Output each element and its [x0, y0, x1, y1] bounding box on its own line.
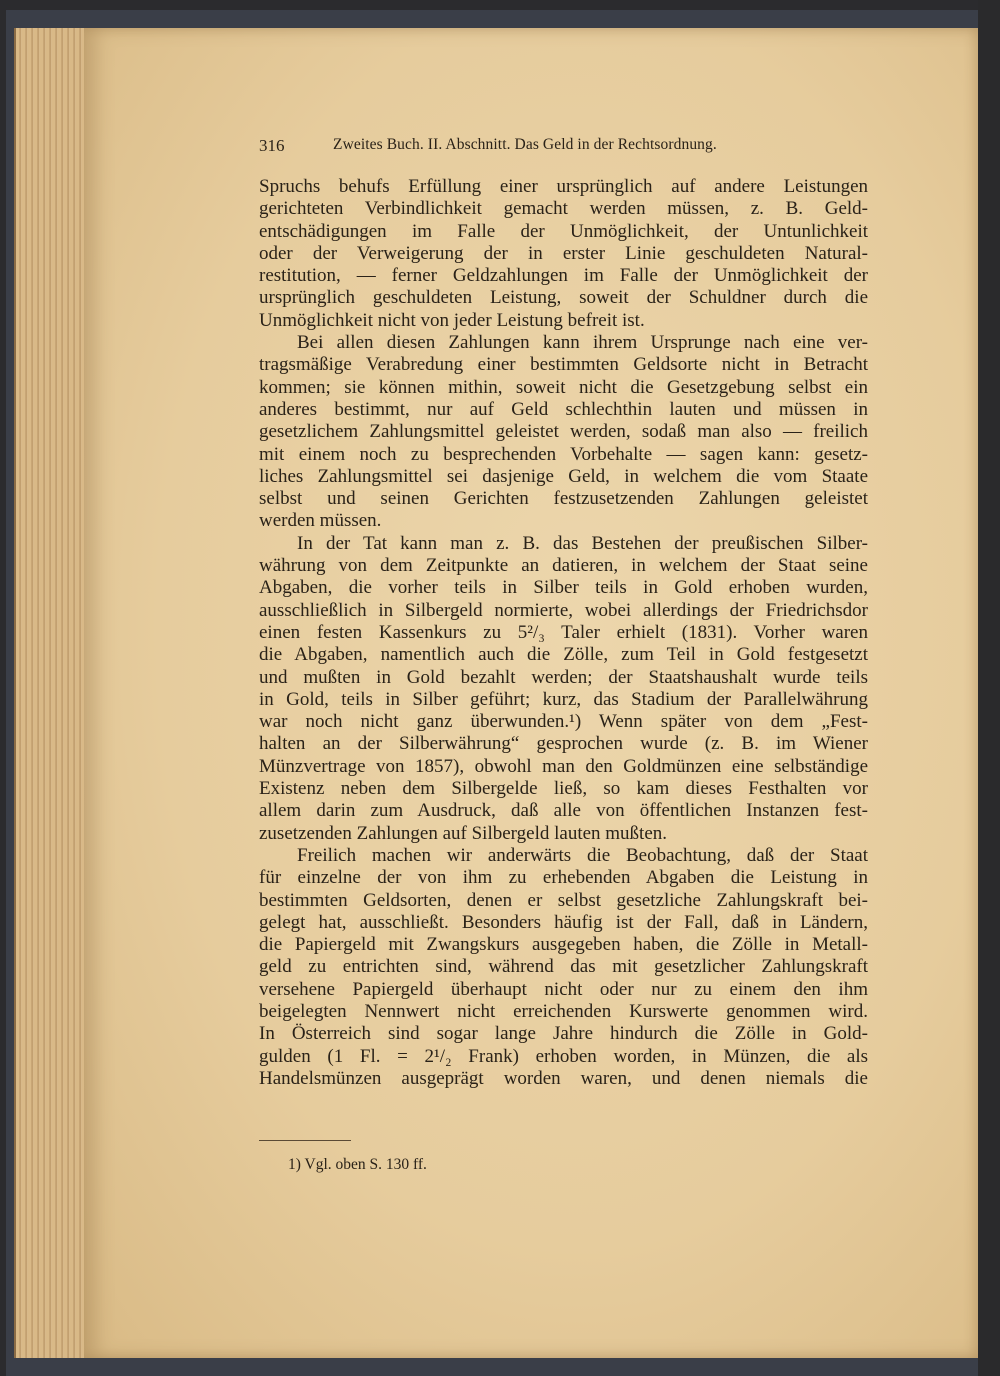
text-line: restitution, — ferner Geldzahlungen im Falle der Unmöglichkeit der	[259, 265, 868, 287]
text-line: ausschließlich in Silbergeld normierte, wobei allerdings der Friedrichsdor	[259, 599, 868, 621]
text-line: In der Tat kann man z. B. das Bestehen der preußischen Silber-	[297, 532, 868, 554]
text-line: einen festen Kassenkurs zu 5²/₃ Taler erhielt (1831). Vorher waren	[259, 621, 868, 643]
text-line: werden müssen.	[259, 510, 382, 532]
text-line: gelegt hat, ausschließt. Besonders häufig ist der Fall, daß in Ländern,	[259, 911, 868, 933]
text-line: geld zu entrichten sind, während das mit gesetzlicher Zahlungskraft	[259, 956, 868, 978]
text-line: Handelsmünzen ausgeprägt worden waren, und denen niemals die	[259, 1067, 868, 1089]
text-line: für einzelne der von ihm zu erhebenden Abgaben die Leistung in	[259, 867, 868, 889]
text-line: Unmöglichkeit nicht von jeder Leistung befreit ist.	[259, 309, 645, 331]
text-line: anderes bestimmt, nur auf Geld schlechthin lauten und müssen in	[259, 398, 868, 420]
text-line: entschädigungen im Falle der Unmöglichkeit, der Untunlichkeit	[259, 220, 868, 242]
body-text	[259, 176, 868, 1090]
text-line: kommen; sie können mithin, soweit nicht die Gesetzgebung selbst ein	[259, 376, 868, 398]
text-line: Münzvertrage von 1857), obwohl man den Goldmünzen eine selbständige	[259, 755, 868, 777]
text-line: gulden (1 Fl. = 2¹/₂ Frank) erhoben worden, in Münzen, die als	[259, 1045, 868, 1067]
text-line: mit einem noch zu besprechenden Vorbehalte — sagen kann: gesetz-	[259, 443, 868, 465]
footnote-rule	[259, 1140, 351, 1141]
text-line: ursprünglich geschuldeten Leistung, soweit der Schuldner durch die	[259, 287, 868, 309]
page-number: 316	[259, 136, 285, 155]
running-title: Zweites Buch. II. Abschnitt. Das Geld in der Rechtsordnung.	[333, 136, 717, 153]
text-line: Bei allen diesen Zahlungen kann ihrem Ursprunge nach eine ver-	[297, 332, 868, 354]
text-line: liches Zahlungsmittel sei dasjenige Geld, in welchem die vom Staate	[259, 465, 868, 487]
text-line: halten an der Silberwährung“ gesprochen wurde (z. B. im Wiener	[259, 733, 868, 755]
text-line: Freilich machen wir anderwärts die Beobachtung, daß der Staat	[297, 844, 868, 866]
text-line: Spruchs behufs Erfüllung einer ursprünglich auf andere Leistungen	[259, 176, 868, 197]
text-line: die Abgaben, namentlich auch die Zölle, zum Teil in Gold festgesetzt	[259, 644, 868, 666]
text-line: und mußten in Gold bezahlt werden; der Staatshaushalt wurde teils	[259, 666, 868, 688]
text-line: beigelegten Nennwert nicht erreichenden Kurswerte genommen wird.	[259, 1000, 868, 1022]
text-line: allem darin zum Ausdruck, daß alle von öffentlichen Instanzen fest-	[259, 800, 868, 822]
text-line: In Österreich sind sogar lange Jahre hindurch die Zölle in Gold-	[259, 1023, 868, 1045]
text-line: gerichteten Verbindlichkeit gemacht werden müssen, z. B. Geld-	[259, 198, 868, 220]
page-edges	[14, 28, 86, 1358]
text-line: zusetzenden Zahlungen auf Silbergeld lauten mußten.	[259, 822, 668, 844]
text-line: gesetzlichem Zahlungsmittel geleistet werden, sodaß man also — freilich	[259, 421, 868, 443]
scan-border	[978, 0, 1000, 1376]
text-line: Existenz neben dem Silbergelde ließ, so kam dieses Festhalten vor	[259, 778, 868, 800]
text-line: war noch nicht ganz überwunden.¹) Wenn später von dem „Fest-	[259, 711, 868, 733]
text-line: versehene Papiergeld überhaupt nicht oder nur zu einem den ihm	[259, 978, 868, 1000]
text-line: bestimmten Geldsorten, denen er selbst gesetzliche Zahlungskraft bei-	[259, 889, 868, 911]
text-line: die Papiergeld mit Zwangskurs ausgegeben haben, die Zölle in Metall-	[259, 934, 868, 956]
text-line: oder der Verweigerung der in erster Linie geschuldeten Natural-	[259, 242, 868, 264]
text-line: in Gold, teils in Silber geführt; kurz, das Stadium der Parallelwährung	[259, 688, 868, 710]
text-line: selbst und seinen Gerichten festzusetzenden Zahlungen geleistet	[259, 488, 868, 510]
text-line: tragsmäßige Verabredung einer bestimmten Geldsorte nicht in Betracht	[259, 354, 868, 376]
footnote: 1) Vgl. oben S. 130 ff.	[288, 1156, 427, 1173]
text-line: währung von dem Zeitpunkte an datieren, in welchem der Staat seine	[259, 555, 868, 577]
text-line: Abgaben, die vorher teils in Silber teils in Gold erhoben wurden,	[259, 577, 868, 599]
